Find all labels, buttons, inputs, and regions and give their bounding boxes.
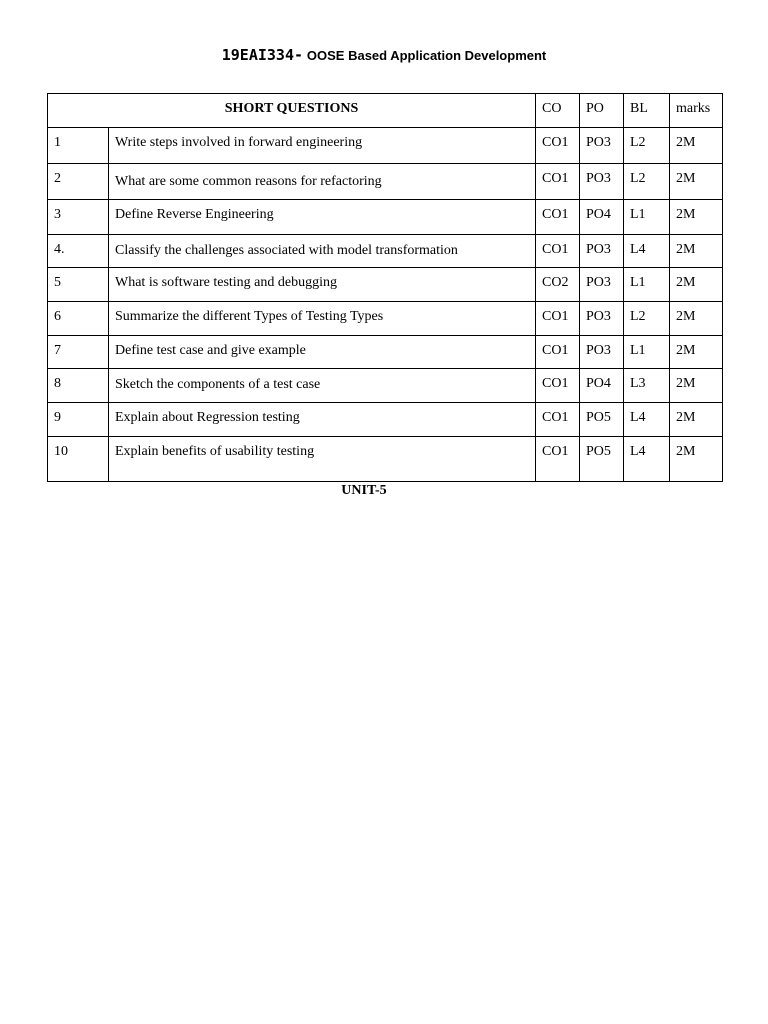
question-co: CO2 [536,268,580,302]
question-co: CO1 [536,128,580,164]
table-row [48,200,723,235]
course-code: 19EAI334- [221,46,304,64]
question-marks: 2M [670,200,723,235]
question-co: CO1 [536,437,580,482]
table-row [48,437,723,482]
question-text: Explain about Regression testing [109,403,536,437]
question-text: What are some common reasons for refactoring [109,164,536,200]
question-text: Define test case and give example [109,336,536,369]
question-number: 3 [48,200,109,235]
header-short-questions: SHORT QUESTIONS [48,94,536,128]
question-number: 2 [48,164,109,200]
header-po: PO [580,94,624,128]
question-bl: L4 [624,437,670,482]
question-marks: 2M [670,235,723,268]
question-po: PO3 [580,336,624,369]
unit-label: UNIT-5 [341,483,387,498]
question-po: PO4 [580,369,624,403]
question-bl: L2 [624,302,670,336]
table-row [48,235,723,268]
table-row [48,336,723,369]
question-co: CO1 [536,235,580,268]
header-bl: BL [624,94,670,128]
question-number: 8 [48,369,109,403]
question-marks: 2M [670,302,723,336]
header-co: CO [536,94,580,128]
question-number: 1 [48,128,109,164]
question-bl: L1 [624,268,670,302]
question-co: CO1 [536,369,580,403]
table-row [48,403,723,437]
question-marks: 2M [670,128,723,164]
question-marks: 2M [670,369,723,403]
question-po: PO3 [580,268,624,302]
question-po: PO3 [580,128,624,164]
question-marks: 2M [670,336,723,369]
question-number: 4. [48,235,109,268]
course-name: OOSE Based Application Development [306,48,547,63]
table-row [48,369,723,403]
question-text: Classify the challenges associated with model transformation [109,235,536,268]
question-marks: 2M [670,403,723,437]
table-row [48,268,723,302]
question-bl: L1 [624,200,670,235]
table-row [48,128,723,164]
document-title [0,46,768,64]
question-bl: L4 [624,235,670,268]
question-co: CO1 [536,336,580,369]
question-bl: L3 [624,369,670,403]
question-po: PO5 [580,403,624,437]
question-co: CO1 [536,403,580,437]
question-number: 5 [48,268,109,302]
question-number: 10 [48,437,109,482]
question-po: PO5 [580,437,624,482]
question-po: PO4 [580,200,624,235]
question-co: CO1 [536,302,580,336]
question-bl: L2 [624,128,670,164]
question-number: 6 [48,302,109,336]
question-po: PO3 [580,235,624,268]
question-number: 9 [48,403,109,437]
question-po: PO3 [580,302,624,336]
question-number: 7 [48,336,109,369]
question-text: Sketch the components of a test case [109,369,536,403]
table-row [48,302,723,336]
question-marks: 2M [670,268,723,302]
question-text: Summarize the different Types of Testing Types [109,302,536,336]
question-text: Define Reverse Engineering [109,200,536,235]
table-header-row [48,94,723,128]
question-marks: 2M [670,437,723,482]
question-bl: L1 [624,336,670,369]
header-marks: marks [670,94,723,128]
question-marks: 2M [670,164,723,200]
question-co: CO1 [536,200,580,235]
question-text: What is software testing and debugging [109,268,536,302]
table-row [48,164,723,200]
question-text: Explain benefits of usability testing [109,437,536,482]
question-po: PO3 [580,164,624,200]
question-bl: L2 [624,164,670,200]
question-text: Write steps involved in forward engineering [109,128,536,164]
question-bl: L4 [624,403,670,437]
short-questions-table [47,93,723,482]
question-co: CO1 [536,164,580,200]
